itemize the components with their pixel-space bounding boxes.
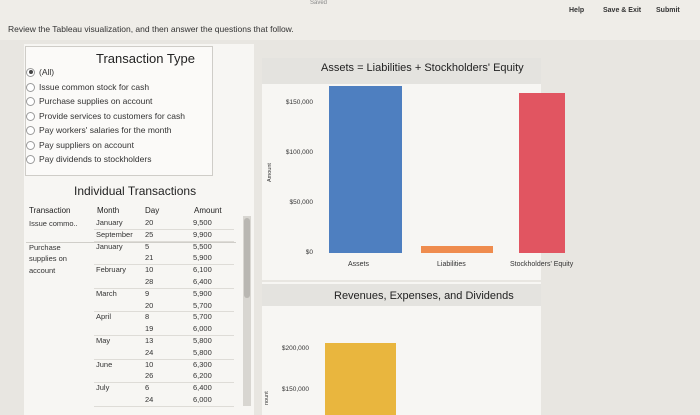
day-value: 24 <box>145 347 154 357</box>
amount-value: 5,900 <box>193 288 212 298</box>
amount-value: 6,400 <box>193 383 212 393</box>
y-tick-label: $200,000 <box>281 345 309 353</box>
month-name: January <box>96 241 123 251</box>
day-value: 10 <box>145 359 154 369</box>
y-tick-label: $150,000 <box>281 386 309 394</box>
bar-assets[interactable] <box>329 86 402 253</box>
x-category-label: Liabilities <box>437 261 466 268</box>
header-transaction: Transaction <box>29 206 71 215</box>
revenue-y-axis-label: nount <box>264 391 270 405</box>
amount-value: 5,800 <box>193 336 212 345</box>
day-value: 20 <box>145 218 154 227</box>
day-value: 6 <box>145 383 150 393</box>
day-value: 25 <box>145 229 154 239</box>
revenue-chart-title: Revenues, Expenses, and Dividends <box>334 290 514 302</box>
y-tick-label: $0 <box>305 249 313 256</box>
month-name: January <box>96 218 123 227</box>
amount-value: 5,800 <box>193 347 212 357</box>
amount-value: 9,500 <box>193 218 212 227</box>
y-tick-label: $150,000 <box>285 99 313 106</box>
amount-value: 5,900 <box>193 253 212 263</box>
amount-value: 6,400 <box>193 277 212 286</box>
filter-option-label: Purchase supplies on account <box>39 96 153 106</box>
day-value: 28 <box>145 277 154 286</box>
header-day: Day <box>145 206 160 215</box>
filter-option-label: (All) <box>39 67 55 77</box>
filter-option-label: Pay workers' salaries for the month <box>39 125 172 135</box>
filter-option[interactable] <box>26 96 152 106</box>
filter-option-label: Provide services to customers for cash <box>39 111 185 121</box>
help-link[interactable]: Help <box>569 7 585 14</box>
radio-button[interactable] <box>26 112 35 121</box>
amount-value: 6,000 <box>193 324 212 334</box>
day-value: 20 <box>145 300 154 310</box>
filter-option[interactable] <box>26 111 185 121</box>
amount-value: 5,700 <box>193 300 212 310</box>
radio-button[interactable] <box>26 68 35 77</box>
filter-option[interactable] <box>26 140 134 150</box>
save-exit-link[interactable]: Save & Exit <box>603 7 642 14</box>
day-value: 5 <box>145 241 150 251</box>
filter-option-label: Issue common stock for cash <box>39 82 150 92</box>
day-value: 10 <box>145 265 154 275</box>
transaction-name: Issue commo.. <box>29 219 78 228</box>
balance-y-axis-label: Amount <box>267 163 273 182</box>
saved-status: Saved <box>310 0 328 6</box>
month-name: February <box>96 265 127 275</box>
x-category-label: Stockholders' Equity <box>510 261 574 268</box>
balance-chart-title: Assets = Liabilities + Stockholders' Equity <box>321 62 524 74</box>
month-name: April <box>96 312 112 322</box>
individual-transactions-title: Individual Transactions <box>74 184 197 198</box>
bar-liabilities[interactable] <box>421 246 493 253</box>
month-name: June <box>96 359 113 369</box>
header-month: Month <box>97 206 120 215</box>
radio-button[interactable] <box>26 155 35 164</box>
filter-option-label: Pay dividends to stockholders <box>39 154 152 164</box>
submit-link[interactable]: Submit <box>656 7 680 14</box>
filter-option[interactable] <box>26 154 151 164</box>
month-name: September <box>96 229 133 239</box>
amount-value: 9,900 <box>193 229 212 239</box>
amount-value: 6,100 <box>193 265 212 275</box>
day-value: 9 <box>145 288 150 298</box>
month-divider <box>94 311 234 312</box>
day-value: 19 <box>145 324 154 334</box>
day-value: 21 <box>145 253 154 263</box>
amount-value: 6,000 <box>193 395 212 404</box>
radio-button[interactable] <box>26 97 35 106</box>
filter-option[interactable] <box>26 125 171 135</box>
amount-value: 5,500 <box>193 241 212 251</box>
filter-option-label: Pay suppliers on account <box>39 140 134 150</box>
filter-option[interactable] <box>26 67 54 77</box>
top-bar <box>0 0 700 40</box>
question-prompt: Review the Tableau visualization, and then answer the questions that follow. <box>8 24 294 34</box>
filter-title: Transaction Type <box>96 51 195 66</box>
bar-revenue[interactable] <box>325 343 396 415</box>
month-name: March <box>96 288 117 298</box>
x-category-label: Assets <box>348 261 370 268</box>
day-value: 24 <box>145 395 154 404</box>
month-divider <box>94 382 234 383</box>
amount-value: 6,200 <box>193 371 212 381</box>
month-name: May <box>96 336 111 345</box>
day-value: 8 <box>145 312 150 322</box>
amount-value: 5,700 <box>193 312 212 322</box>
month-divider <box>94 335 234 336</box>
month-divider <box>94 359 234 360</box>
radio-button[interactable] <box>26 126 35 135</box>
transaction-name: Purchase supplies on account <box>29 242 67 276</box>
filter-option[interactable] <box>26 82 149 92</box>
header-amount: Amount <box>194 206 222 215</box>
y-tick-label: $50,000 <box>289 199 313 206</box>
day-value: 26 <box>145 371 154 381</box>
month-name: July <box>96 383 110 393</box>
amount-value: 6,300 <box>193 359 212 369</box>
day-value: 13 <box>145 336 154 345</box>
table-scrollbar-thumb[interactable] <box>244 218 250 298</box>
y-tick-label: $100,000 <box>285 149 313 156</box>
month-divider <box>94 406 234 407</box>
radio-button[interactable] <box>26 141 35 150</box>
bar-stockholders-equity[interactable] <box>519 93 565 253</box>
radio-button[interactable] <box>26 83 35 92</box>
